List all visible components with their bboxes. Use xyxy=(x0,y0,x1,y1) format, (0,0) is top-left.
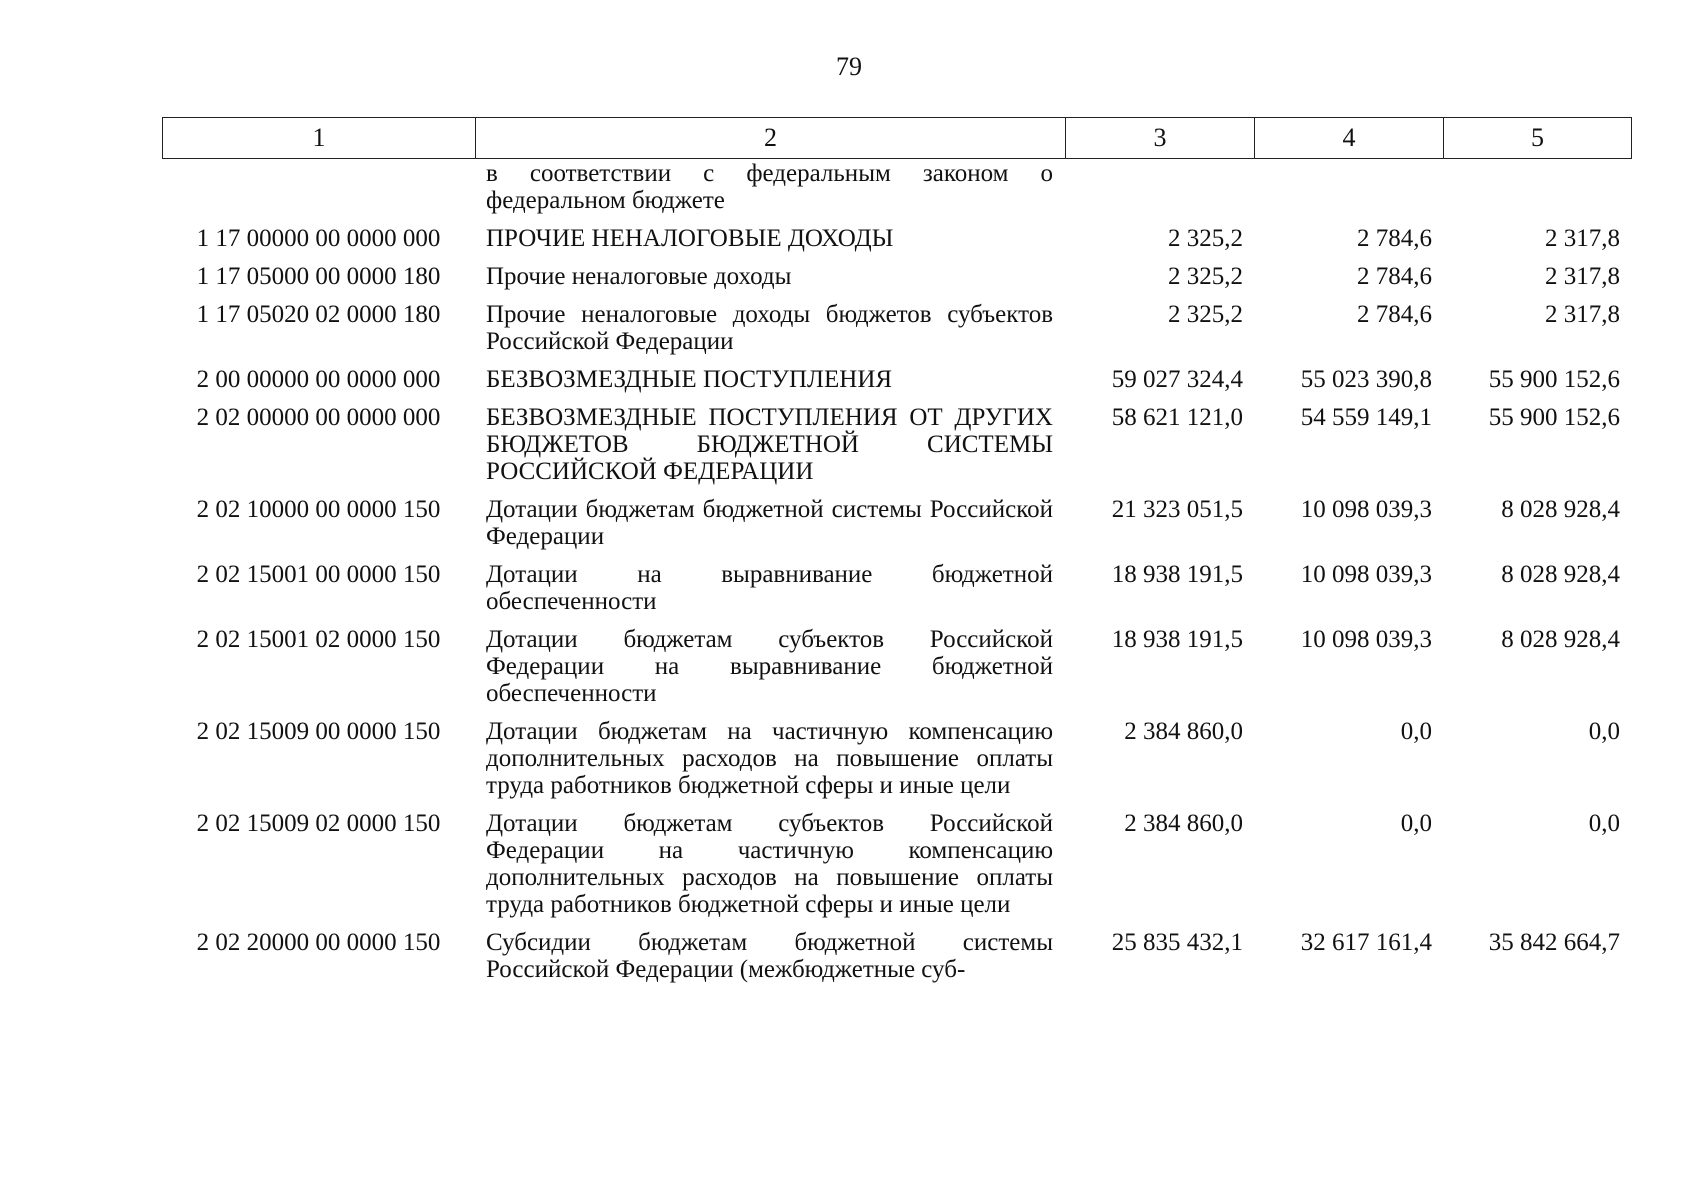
table-row xyxy=(162,561,1631,626)
amount-col3-cell: 18 938 191,5 xyxy=(1111,561,1243,588)
amount-col4-cell: 0,0 xyxy=(1400,718,1432,745)
revenue-name-cell: ПРОЧИЕ НЕНАЛОГОВЫЕ ДОХОДЫ xyxy=(486,225,894,252)
budget-code-cell: 1 17 05000 00 0000 180 xyxy=(196,263,441,290)
amount-col5-cell: 0,0 xyxy=(1588,718,1620,745)
budget-revenue-table xyxy=(162,160,1631,994)
amount-col4-cell: 32 617 161,4 xyxy=(1300,929,1432,956)
amount-col5-cell: 8 028 928,4 xyxy=(1501,496,1620,523)
page-number: 79 xyxy=(836,52,862,81)
amount-col3-cell xyxy=(1065,160,1254,225)
amount-col5-cell: 2 317,8 xyxy=(1545,263,1620,290)
budget-code-cell xyxy=(162,160,475,225)
table-row xyxy=(162,366,1631,404)
revenue-name-cell: Дотации бюджетам на частичную компенсацию дополнительных расходов на повышение оплаты труда работников бюджетной сферы и иные цели xyxy=(486,718,1053,799)
table-row xyxy=(162,301,1631,366)
amount-col5-cell: 55 900 152,6 xyxy=(1488,404,1620,431)
column-header-1: 1 xyxy=(163,118,476,159)
revenue-name-cell: Субсидии бюджетам бюджетной системы Российской Федерации (межбюджетные суб- xyxy=(486,929,1053,983)
revenue-name-cell: БЕЗВОЗМЕЗДНЫЕ ПОСТУПЛЕНИЯ ОТ ДРУГИХ БЮДЖЕТОВ БЮДЖЕТНОЙ СИСТЕМЫ РОССИЙСКОЙ ФЕДЕРАЦИИ xyxy=(486,404,1053,485)
amount-col3-cell: 25 835 432,1 xyxy=(1111,929,1243,956)
amount-col5-cell: 2 317,8 xyxy=(1545,225,1620,252)
budget-code-cell: 1 17 05020 02 0000 180 xyxy=(196,301,441,328)
table-row xyxy=(162,160,1631,225)
table-row xyxy=(162,810,1631,929)
amount-col4-cell: 2 784,6 xyxy=(1357,263,1432,290)
amount-col4-cell: 54 559 149,1 xyxy=(1300,404,1432,431)
amount-col3-cell: 18 938 191,5 xyxy=(1111,626,1243,653)
column-header-2: 2 xyxy=(476,118,1066,159)
amount-col4-cell xyxy=(1254,160,1443,225)
amount-col4-cell: 10 098 039,3 xyxy=(1300,626,1432,653)
column-header-row xyxy=(162,117,1632,159)
amount-col3-cell: 59 027 324,4 xyxy=(1111,366,1243,393)
budget-code-cell: 2 00 00000 00 0000 000 xyxy=(196,366,441,393)
budget-code-cell: 2 02 15009 00 0000 150 xyxy=(196,718,441,745)
table-row xyxy=(162,626,1631,718)
amount-col5-cell: 2 317,8 xyxy=(1545,301,1620,328)
revenue-name-cell: Дотации бюджетам субъектов Российской Федерации на выравнивание бюджетной обеспеченности xyxy=(486,626,1053,707)
revenue-name-cell: Дотации бюджетам бюджетной системы Российской Федерации xyxy=(486,496,1053,550)
amount-col5-cell: 55 900 152,6 xyxy=(1488,366,1620,393)
amount-col4-cell: 10 098 039,3 xyxy=(1300,496,1432,523)
revenue-name-cell: БЕЗВОЗМЕЗДНЫЕ ПОСТУПЛЕНИЯ xyxy=(486,366,893,393)
table-row xyxy=(162,496,1631,561)
table-row xyxy=(162,929,1631,994)
amount-col4-cell: 55 023 390,8 xyxy=(1300,366,1432,393)
revenue-name-cell: Прочие неналоговые доходы xyxy=(486,263,792,290)
column-header-3: 3 xyxy=(1066,118,1255,159)
amount-col5-cell xyxy=(1443,160,1631,225)
amount-col3-cell: 2 325,2 xyxy=(1168,263,1243,290)
amount-col3-cell: 2 384 860,0 xyxy=(1124,718,1243,745)
amount-col5-cell: 8 028 928,4 xyxy=(1501,626,1620,653)
amount-col5-cell: 8 028 928,4 xyxy=(1501,561,1620,588)
amount-col5-cell: 0,0 xyxy=(1588,810,1620,837)
table-row xyxy=(162,225,1631,263)
amount-col4-cell: 0,0 xyxy=(1400,810,1432,837)
table-row xyxy=(162,718,1631,810)
amount-col4-cell: 10 098 039,3 xyxy=(1300,561,1432,588)
column-header-4: 4 xyxy=(1255,118,1444,159)
amount-col4-cell: 2 784,6 xyxy=(1357,301,1432,328)
column-header-5: 5 xyxy=(1444,118,1632,159)
revenue-name-cell: Дотации бюджетам субъектов Российской Федерации на частичную компенсацию дополнительных расходов на повышение оплаты труда работников бюджетной сферы и иные цели xyxy=(486,810,1053,918)
revenue-name-cell: Дотации на выравнивание бюджетной обеспеченности xyxy=(486,561,1053,615)
amount-col4-cell: 2 784,6 xyxy=(1357,225,1432,252)
table-row xyxy=(162,404,1631,496)
revenue-name-cell: Прочие неналоговые доходы бюджетов субъектов Российской Федерации xyxy=(486,301,1053,355)
budget-code-cell: 2 02 15009 02 0000 150 xyxy=(196,810,441,837)
budget-code-cell: 1 17 00000 00 0000 000 xyxy=(196,225,441,252)
budget-code-cell: 2 02 20000 00 0000 150 xyxy=(196,929,441,956)
amount-col3-cell: 21 323 051,5 xyxy=(1111,496,1243,523)
budget-code-cell: 2 02 00000 00 0000 000 xyxy=(196,404,441,431)
budget-code-cell: 2 02 10000 00 0000 150 xyxy=(196,496,441,523)
table-row xyxy=(162,263,1631,301)
amount-col3-cell: 2 325,2 xyxy=(1168,301,1243,328)
budget-code-cell: 2 02 15001 02 0000 150 xyxy=(196,626,441,653)
amount-col3-cell: 2 384 860,0 xyxy=(1124,810,1243,837)
revenue-name-cell: в соответствии с федеральным законом о федеральном бюджете xyxy=(486,160,1053,214)
amount-col3-cell: 58 621 121,0 xyxy=(1111,404,1243,431)
budget-code-cell: 2 02 15001 00 0000 150 xyxy=(196,561,441,588)
amount-col3-cell: 2 325,2 xyxy=(1168,225,1243,252)
amount-col5-cell: 35 842 664,7 xyxy=(1488,929,1620,956)
